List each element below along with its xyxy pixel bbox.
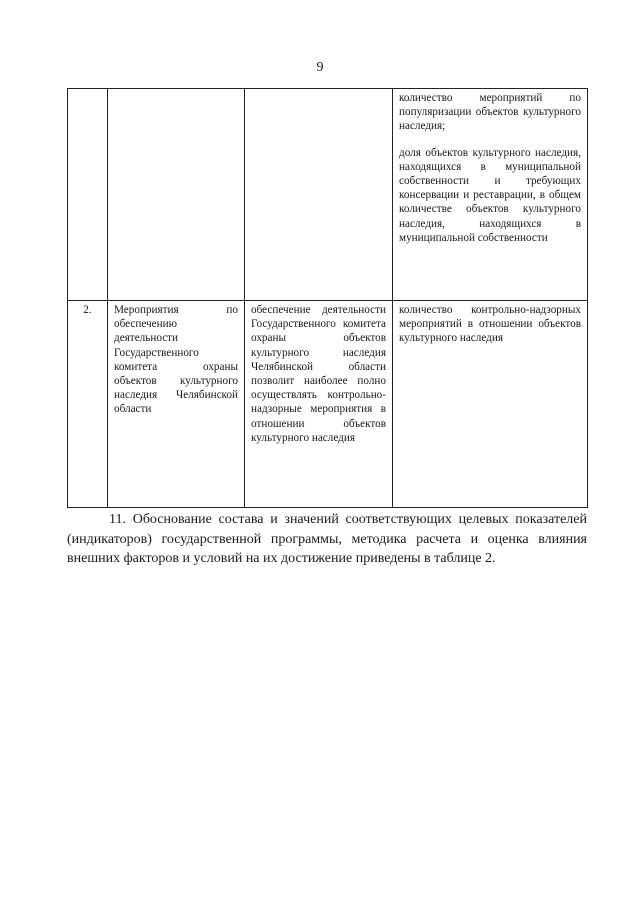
justification-cell: обеспечение деятельности Государственного комитета охраны объектов культурного наследия Челябинской области позволит наиболее полно осуществлять контрольно-надзорные мероприятия в отношении объектов культурного наследия (245, 301, 393, 508)
justification-cell (245, 89, 393, 301)
body-paragraph: 11. Обоснование состава и значений соответствующих целевых показателей (индикаторов) государственной программы, методика расчета и оценка влияния внешних факторов и условий на их достижение приведены в таблице 2. (67, 512, 587, 566)
indicator-text: доля объектов культурного наследия, находящихся в муниципальной собственности и требующих консервации и реставрации, в общем количестве объектов культурного наследия, находящихся в муниципальной собственности (399, 146, 581, 244)
page-number: 9 (316, 60, 324, 75)
row-number-cell (68, 89, 108, 301)
measure-name-cell: Мероприятия по обеспечению деятельности Государственного комитета охраны объектов культурного наследия Челябинской области (108, 301, 245, 508)
indicator-text: количество контрольно-надзорных мероприятий в отношении объектов культурного наследия (399, 304, 581, 345)
table-row (68, 301, 588, 508)
indicator-text: количество мероприятий по популяризации объектов культурного наследия; (399, 92, 581, 133)
measure-name-cell (108, 89, 245, 301)
row-number-cell: 2. (68, 301, 108, 508)
table-row (68, 89, 588, 301)
indicators-cell (393, 89, 588, 301)
measures-table (67, 88, 588, 508)
indicators-cell (393, 301, 588, 508)
